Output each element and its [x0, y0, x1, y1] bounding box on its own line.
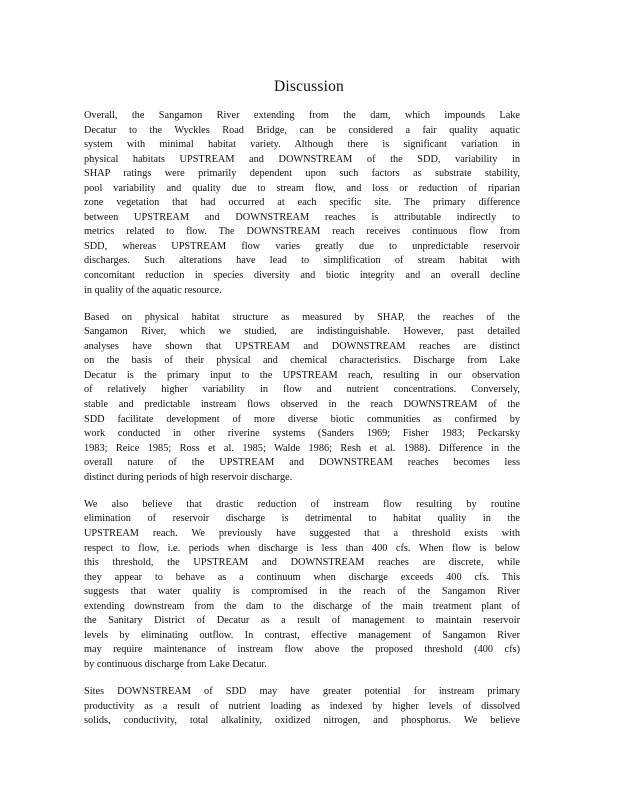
page-title: Discussion — [273, 78, 345, 95]
text-line: overall nature of the UPSTREAM and DOWNSTREAM reaches becomes less — [84, 457, 520, 469]
text-line: Based on physical habitat structure as measured by SHAP, the reaches of the — [84, 311, 520, 323]
text-line: distinct during periods of high reservoir discharge. — [84, 471, 293, 483]
text-line: Sites DOWNSTREAM of SDD may have greater potential for instream primary — [84, 686, 520, 698]
text-line: levels by eliminating outflow. In contrast, effective management of Sangamon River — [84, 629, 520, 641]
text-line: stable and predictable instream flows observed in the reach DOWNSTREAM of the — [84, 398, 520, 410]
text-line: 1983; Reice 1985; Ross et al. 1985; Walde 1986; Resh et al. 1988). Difference in the — [84, 442, 520, 454]
text-line: system with minimal habitat variety. Although there is significant variation in — [84, 139, 520, 151]
text-line: solids, conductivity, total alkalinity, oxidized nitrogen, and phosphorus. We believe — [84, 715, 520, 727]
text-line: extending downstream from the dam to the discharge of the main treatment plant of — [84, 600, 520, 612]
text-line: zone vegetation that had occurred at each specific site. The primary difference — [84, 197, 520, 209]
text-line: pool variability and quality due to stream flow, and loss or reduction of riparian — [84, 182, 520, 194]
text-line: Decatur is the primary input to the UPSTREAM reach, resulting in our observation — [84, 369, 520, 381]
paragraph-3 — [84, 498, 520, 673]
text-line: We also believe that drastic reduction of instream flow resulting by routine — [84, 498, 520, 510]
text-line: elimination of reservoir discharge is detrimental to habitat quality in the — [84, 513, 520, 525]
text-line: SDD facilitate development of more diverse biotic communities as confirmed by — [84, 413, 520, 425]
text-line: respect to flow, i.e. periods when discharge is less than 400 cfs. When flow is below — [84, 542, 520, 554]
text-line: UPSTREAM reach. We previously have suggested that a threshold exists with — [84, 527, 520, 539]
text-line: discharges. Such alterations have lead to simplification of stream habitat with — [84, 255, 520, 267]
text-line: productivity as a result of nutrient loading as indexed by higher levels of dissolved — [84, 700, 520, 712]
text-line: may require maintenance of instream flow above the proposed threshold (400 cfs) — [84, 644, 520, 656]
document-body — [84, 109, 520, 741]
text-line: in quality of the aquatic resource. — [84, 284, 222, 296]
text-line: physical habitats UPSTREAM and DOWNSTREAM of the SDD, variability in — [84, 153, 520, 165]
text-line: SHAP ratings were primarily dependent upon such factors as substrate stability, — [84, 168, 520, 180]
text-line: by continuous discharge from Lake Decatur. — [84, 658, 267, 670]
text-line: of relatively higher variability in flow and nutrient concentrations. Conversely, — [84, 384, 520, 396]
text-line: between UPSTREAM and DOWNSTREAM reaches is attributable indirectly to — [84, 211, 520, 223]
paragraph-4 — [84, 685, 520, 729]
text-line: suggests that water quality is compromised in the reach of the Sangamon River — [84, 586, 520, 598]
text-line: SDD, whereas UPSTREAM flow varies greatly due to unpredictable reservoir — [84, 240, 520, 252]
paragraph-2 — [84, 311, 520, 486]
text-line: metrics related to flow. The DOWNSTREAM reach receives continuous flow from — [84, 226, 520, 238]
text-line: the Sanitary District of Decatur as a result of management to maintain reservoir — [84, 615, 520, 627]
paragraph-1 — [84, 109, 520, 298]
text-line: this threshold, the UPSTREAM and DOWNSTREAM reaches are discrete, while — [84, 557, 520, 569]
text-line: work conducted in other riverine systems (Sanders 1969; Fisher 1983; Peckarsky — [84, 428, 520, 440]
text-line: they appear to behave as a continuum when discharge exceeds 400 cfs. This — [84, 571, 520, 583]
text-line: Decatur to the Wyckles Road Bridge, can be considered a fair quality aquatic — [84, 124, 520, 136]
text-line: Sangamon River, which we studied, are indistinguishable. However, past detailed — [84, 326, 520, 338]
text-line: concomitant reduction in species diversity and biotic integrity and an overall decline — [84, 270, 520, 282]
text-line: on the basis of their physical and chemical characteristics. Discharge from Lake — [84, 355, 520, 367]
text-line: Overall, the Sangamon River extending from the dam, which impounds Lake — [84, 110, 520, 121]
text-line: analyses have shown that UPSTREAM and DOWNSTREAM reaches are distinct — [84, 340, 520, 352]
